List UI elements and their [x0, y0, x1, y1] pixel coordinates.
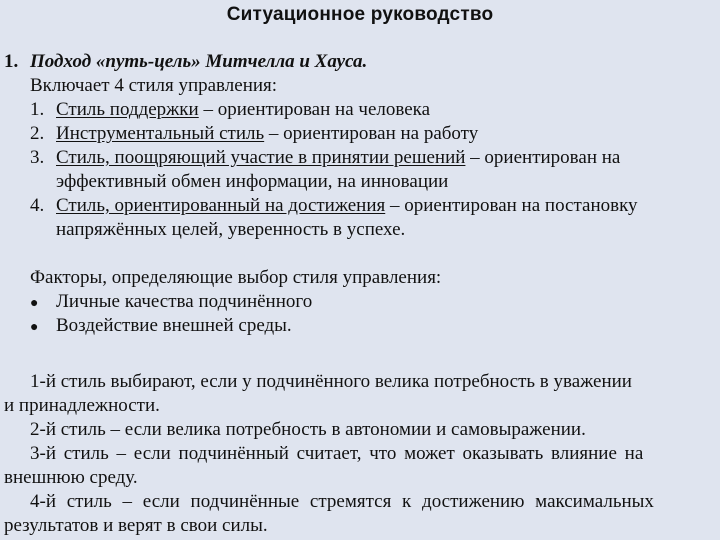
explanation-3-continuation: внешнюю среду.: [4, 467, 138, 488]
style-name: Стиль, ориентированный на достижения: [56, 195, 386, 216]
style-name: Стиль, поощряющий участие в принятии решений: [56, 147, 466, 168]
explanation-1: 1-й стиль выбирают, если у подчинённого велика потребность в уважении: [30, 371, 632, 392]
explanation-4: 4-й стиль – если подчинённые стремятся к достижению максимальных: [30, 491, 654, 512]
style-desc: – ориентирован на: [465, 147, 621, 168]
item-number: 2.: [30, 123, 45, 144]
bullet-icon: ●: [30, 296, 39, 311]
style-item-4-continuation: напряжённых целей, уверенность в успехе.: [56, 219, 406, 240]
factor-text: Воздействие внешней среды.: [56, 315, 292, 336]
section-number: 1.: [4, 51, 19, 72]
section-heading: [4, 50, 367, 73]
explanation-4-continuation: результатов и верят в свои силы.: [4, 515, 268, 536]
style-item-1: [30, 98, 430, 121]
item-number: 3.: [30, 147, 45, 168]
style-desc: – ориентирован на постановку: [385, 195, 638, 216]
style-item-2: [30, 122, 478, 145]
explanation-1-continuation: и принадлежности.: [4, 395, 160, 416]
style-name: Стиль поддержки: [56, 99, 199, 120]
factors-title: Факторы, определяющие выбор стиля управления:: [30, 267, 442, 288]
style-item-3: [30, 146, 620, 169]
intro-text: Включает 4 стиля управления:: [30, 75, 278, 96]
factor-text: Личные качества подчинённого: [56, 291, 313, 312]
factor-item: [30, 290, 312, 315]
item-number: 4.: [30, 195, 45, 216]
explanation-3: 3-й стиль – если подчинённый считает, что может оказывать влияние на: [30, 443, 644, 464]
section-heading-text: Подход «путь-цель» Митчелла и Хауса.: [30, 51, 368, 72]
explanation-2: 2-й стиль – если велика потребность в автономии и самовыражении.: [30, 419, 586, 440]
factor-item: [30, 314, 292, 339]
page-title: Ситуационное руководство: [226, 4, 494, 25]
style-name: Инструментальный стиль: [56, 123, 265, 144]
style-item-3-continuation: эффективный обмен информации, на инновации: [56, 171, 449, 192]
style-desc: – ориентирован на человека: [198, 99, 431, 120]
item-number: 1.: [30, 99, 45, 120]
bullet-icon: ●: [30, 320, 39, 335]
style-desc: – ориентирован на работу: [264, 123, 479, 144]
style-item-4: [30, 194, 638, 217]
